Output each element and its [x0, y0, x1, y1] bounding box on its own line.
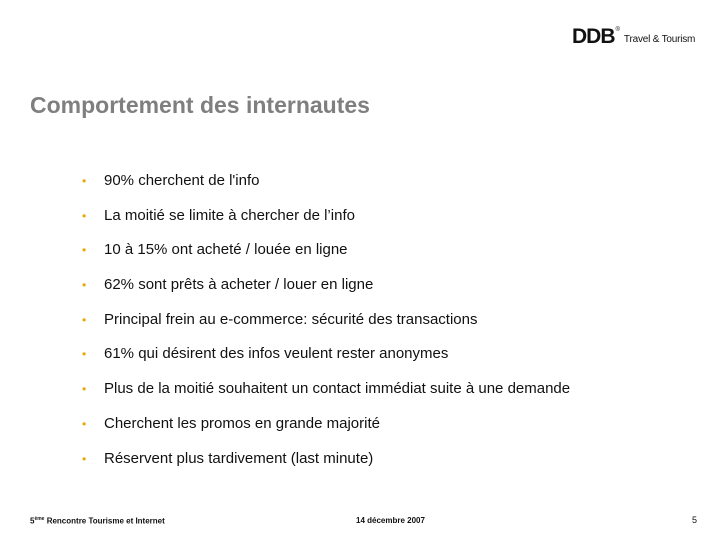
- list-item: [82, 172, 570, 207]
- list-item-text: Principal frein au e-commerce: sécurité des transactions: [104, 310, 478, 328]
- list-item-text: 10 à 15% ont acheté / louée en ligne: [104, 241, 348, 259]
- list-item: [82, 276, 570, 311]
- list-item-text: Plus de la moitié souhaitent un contact immédiat suite à une demande: [104, 380, 571, 398]
- logo-mark: DDB: [572, 25, 615, 48]
- bullet-icon: •: [82, 312, 87, 327]
- registered-mark-icon: ®: [615, 27, 620, 33]
- footer-event-superscript: ème: [34, 516, 45, 522]
- list-item-text: Cherchent les promos en grande majorité: [104, 414, 380, 432]
- bullet-icon: •: [82, 382, 87, 397]
- list-item: [82, 311, 570, 346]
- list-item: [82, 380, 570, 415]
- list-item: [82, 241, 570, 276]
- bullet-icon: •: [82, 416, 87, 431]
- list-item: [82, 345, 570, 380]
- bullet-icon: •: [82, 451, 87, 466]
- footer-event-name: Rencontre Tourisme et Internet: [44, 516, 165, 526]
- bullet-icon: •: [82, 243, 87, 258]
- list-item: [82, 450, 570, 485]
- slide-title: Comportement des internautes: [30, 92, 370, 118]
- bullet-icon: •: [82, 347, 87, 362]
- page-number: 5: [692, 515, 698, 525]
- list-item: [82, 415, 570, 450]
- list-item-text: 90% cherchent de l'info: [104, 172, 260, 189]
- bullet-icon: •: [82, 208, 87, 223]
- bullet-list: [82, 172, 570, 484]
- list-item-text: 62% sont prêts à acheter / louer en ligne: [104, 276, 374, 294]
- footer-event: [30, 516, 165, 526]
- ddb-logo: [572, 27, 695, 47]
- list-item-text: La moitié se limite à chercher de l’info: [104, 206, 355, 224]
- list-item: [82, 207, 570, 242]
- footer-event-number: 5: [30, 516, 35, 526]
- list-item-text: Réservent plus tardivement (last minute): [104, 449, 374, 467]
- bullet-icon: •: [82, 174, 87, 188]
- logo-subtitle: Travel & Tourism: [623, 34, 696, 45]
- list-item-text: 61% qui désirent des infos veulent rester anonymes: [104, 345, 449, 363]
- bullet-icon: •: [82, 278, 87, 293]
- footer-date: 14 décembre 2007: [356, 516, 425, 525]
